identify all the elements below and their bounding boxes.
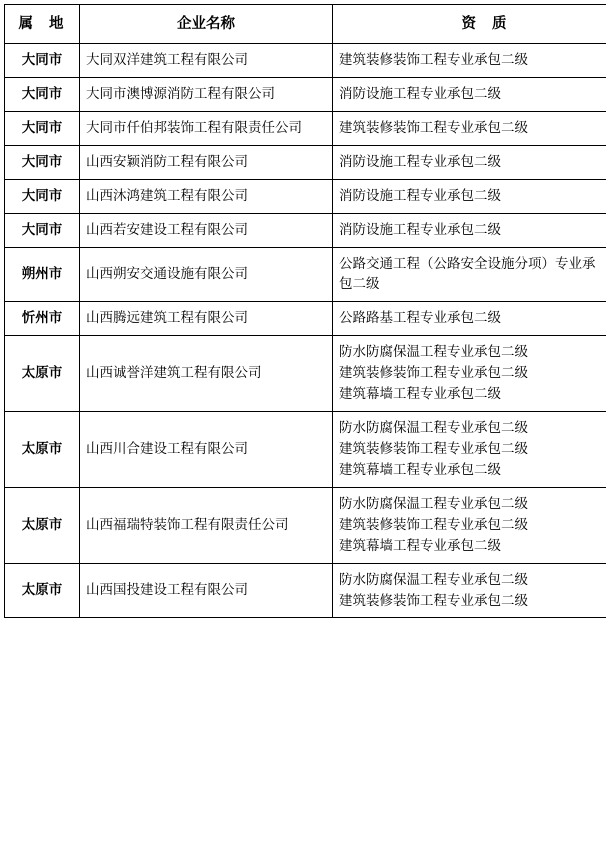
- table-row: [5, 412, 606, 488]
- table-row: [5, 247, 606, 302]
- qualification-line: 建筑装修装饰工程专业承包二级: [339, 592, 528, 608]
- cell-region: 朔州市: [5, 247, 80, 302]
- cell-qualification: [333, 145, 606, 179]
- table-row: [5, 111, 606, 145]
- qualification-line: 建筑幕墙工程专业承包二级: [339, 386, 501, 402]
- cell-region: 太原市: [5, 487, 80, 563]
- qualification-line: 包二级: [339, 276, 380, 292]
- table-row: [5, 302, 606, 336]
- cell-enterprise-name: 山西安颖消防工程有限公司: [80, 145, 333, 179]
- qualification-line: 消防设施工程专业承包二级: [339, 153, 501, 169]
- cell-region: 大同市: [5, 179, 80, 213]
- table-row: [5, 145, 606, 179]
- qualification-line: 建筑装修装饰工程专业承包二级: [339, 52, 528, 67]
- table-header: [5, 5, 606, 44]
- qualification-line: 建筑幕墙工程专业承包二级: [339, 461, 501, 477]
- table-header-row: [5, 5, 606, 44]
- cell-enterprise-name: 山西诚誉洋建筑工程有限公司: [80, 336, 333, 412]
- qualification-line: 消防设施工程专业承包二级: [339, 221, 501, 237]
- table-row: [5, 487, 606, 563]
- cell-region: 忻州市: [5, 302, 80, 336]
- table-row: [5, 77, 606, 111]
- table-row: [5, 44, 606, 78]
- table-body: [5, 44, 606, 618]
- cell-enterprise-name: 山西沐鸿建筑工程有限公司: [80, 179, 333, 213]
- qualification-line: 防水防腐保温工程专业承包二级: [339, 571, 528, 587]
- column-header-qualification: [333, 5, 606, 44]
- cell-enterprise-name: 山西国投建设工程有限公司: [80, 563, 333, 618]
- enterprise-qualification-table: [4, 4, 606, 618]
- table-row: [5, 336, 606, 412]
- cell-qualification: [333, 563, 606, 618]
- cell-enterprise-name: 大同双洋建筑工程有限公司: [80, 44, 333, 78]
- cell-enterprise-name: 山西腾远建筑工程有限公司: [80, 302, 333, 336]
- qualification-line: 防水防腐保温工程专业承包二级: [339, 495, 528, 511]
- column-header-region-label: 属 地: [18, 15, 70, 32]
- cell-enterprise-name: 山西福瑞特装饰工程有限责任公司: [80, 487, 333, 563]
- cell-enterprise-name: 山西朔安交通设施有限公司: [80, 247, 333, 302]
- qualification-line: 防水防腐保温工程专业承包二级: [339, 420, 528, 436]
- cell-qualification: [333, 336, 606, 412]
- cell-enterprise-name: 山西川合建设工程有限公司: [80, 412, 333, 488]
- column-header-name: [80, 5, 333, 44]
- cell-region: 大同市: [5, 111, 80, 145]
- cell-qualification: [333, 44, 606, 78]
- cell-region: 大同市: [5, 77, 80, 111]
- cell-qualification: [333, 111, 606, 145]
- qualification-line: 公路交通工程（公路安全设施分项）专业承: [339, 255, 596, 271]
- cell-enterprise-name: 山西若安建设工程有限公司: [80, 213, 333, 247]
- table-row: [5, 213, 606, 247]
- qualification-line: 建筑装修装饰工程专业承包二级: [339, 516, 528, 532]
- column-header-qualification-label: 资 质: [461, 15, 513, 32]
- cell-region: 大同市: [5, 145, 80, 179]
- cell-qualification: [333, 179, 606, 213]
- cell-qualification: [333, 213, 606, 247]
- qualification-line: 消防设施工程专业承包二级: [339, 187, 501, 203]
- column-header-region: [5, 5, 80, 44]
- cell-qualification: [333, 412, 606, 488]
- cell-qualification: [333, 247, 606, 302]
- qualification-line: 建筑装修装饰工程专业承包二级: [339, 119, 528, 135]
- qualification-line: 消防设施工程专业承包二级: [339, 85, 501, 101]
- cell-region: 太原市: [5, 336, 80, 412]
- table-row: [5, 179, 606, 213]
- column-header-name-label: 企业名称: [177, 15, 235, 32]
- cell-enterprise-name: 大同市仟伯邦装饰工程有限责任公司: [80, 111, 333, 145]
- qualification-line: 防水防腐保温工程专业承包二级: [339, 344, 528, 360]
- cell-region: 大同市: [5, 213, 80, 247]
- qualification-line: 公路路基工程专业承包二级: [339, 310, 501, 326]
- cell-qualification: [333, 77, 606, 111]
- qualification-line: 建筑幕墙工程专业承包二级: [339, 537, 501, 553]
- cell-qualification: [333, 302, 606, 336]
- cell-region: 太原市: [5, 563, 80, 618]
- cell-qualification: [333, 487, 606, 563]
- qualification-line: 建筑装修装饰工程专业承包二级: [339, 440, 528, 456]
- table-row: [5, 563, 606, 618]
- qualification-line: 建筑装修装饰工程专业承包二级: [339, 365, 528, 381]
- cell-region: 大同市: [5, 44, 80, 78]
- cell-enterprise-name: 大同市澳博源消防工程有限公司: [80, 77, 333, 111]
- cell-region: 太原市: [5, 412, 80, 488]
